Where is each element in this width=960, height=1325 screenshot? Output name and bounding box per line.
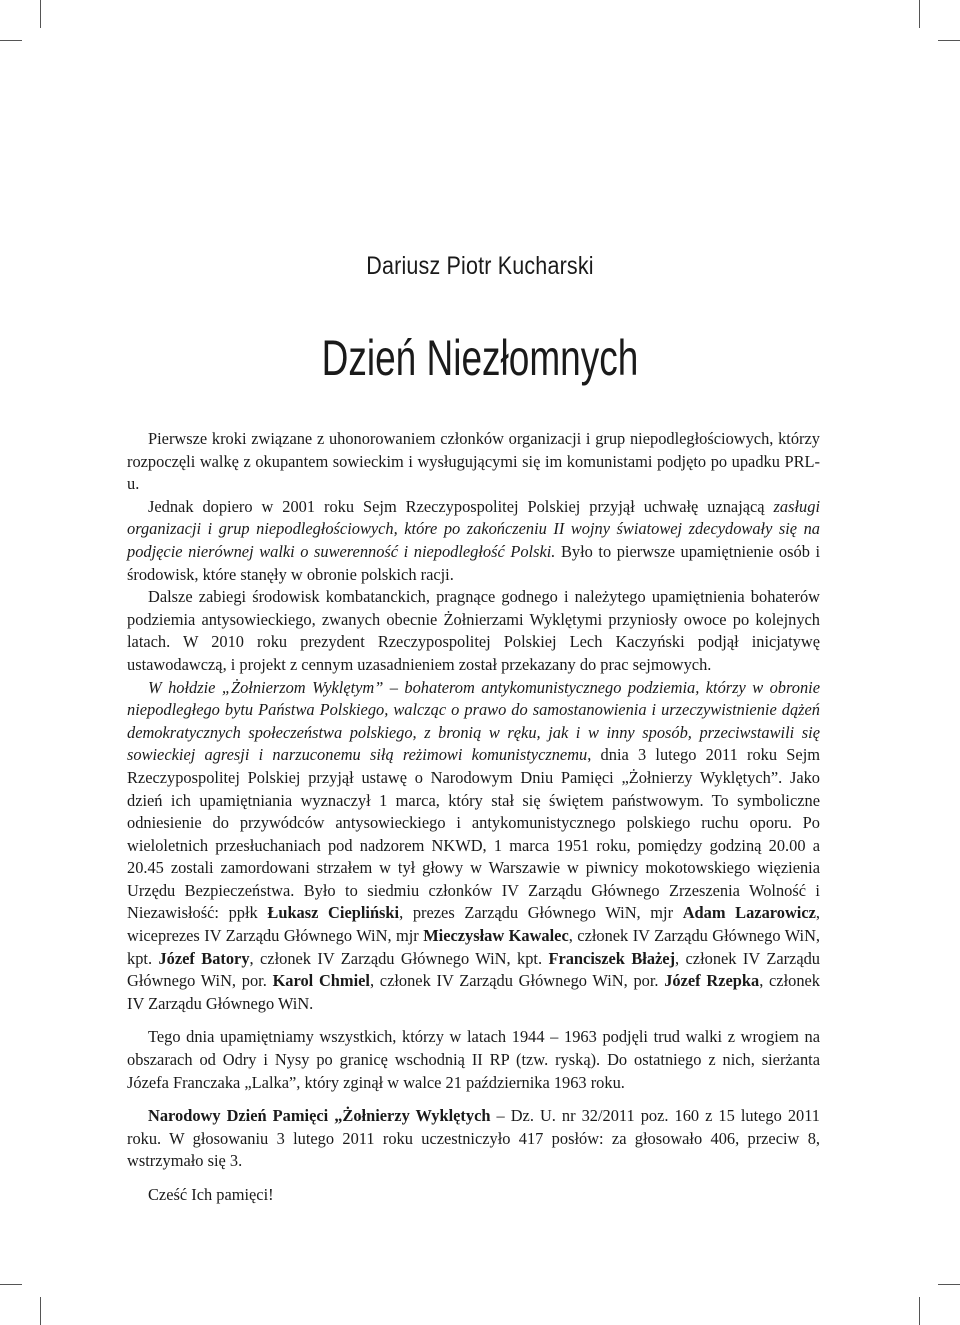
italic-quote: zasługi organizacji i grup niepodległościowych, które po zakończeniu II wojny światowej zdecydowały się na podjęcie nierównej walki o suwerenność i niepodległość Polski. <box>127 496 820 561</box>
crop-mark <box>40 0 41 28</box>
name-bold: Franciszek Błażej <box>548 948 676 968</box>
article-body <box>127 428 820 1207</box>
name-bold: Łukasz Ciepliński <box>267 903 400 923</box>
italic-quote: W hołdzie „Żołnierzom Wyklętym” – bohaterom antykomunistycznego podziemia, którzy w obronie niepodległego bytu Państwa Polskiego, walcząc o prawo do samostanowienia i urzeczywistnienie dążeń demokratycznych społeczeństwa polskiego, z bronią w ręku, jak i w inny sposób, przeciwstawili się sowieckiej agresji i narzuconemu siłą reżimowi komunistycznemu <box>127 677 820 765</box>
name-bold: Adam Lazarowicz <box>682 903 816 923</box>
crop-mark <box>938 1284 960 1285</box>
crop-mark <box>0 40 22 41</box>
crop-mark <box>938 40 960 41</box>
name-bold: Józef Batory <box>158 948 250 968</box>
paragraph-3: Dalsze zabiegi środowisk kombatanckich, pragnące godnego i należytego upamiętnienia bohaterów podziemia antysowieckiego, zwanych obecnie Żołnierzami Wyklętymi przyniosły owoce po kolejnych latach. W 2010 roku prezydent Rzeczypospolitej Polskiej Lech Kaczyński podjął inicjatywę ustawodawczą, i projekt z cennym uzasadnieniem został przekazany do prac sejmowych. <box>127 587 820 674</box>
page-title: Dzień Niezłomnych <box>321 330 639 386</box>
paragraph-1: Pierwsze kroki związane z uhonorowaniem członków organizacji i grup niepodległościowych, którzy rozpoczęli walkę z okupantem sowieckim i wysługującymi się im komunistami podjęto po upadku PRL-u. <box>127 429 820 494</box>
paragraph-4: W hołdzie „Żołnierzom Wyklętym” – bohaterom antykomunistycznego podziemia, którzy w obronie niepodległego bytu Państwa Polskiego, walcząc o prawo do samostanowienia i urzeczywistnienie dążeń demokratycznych społeczeństwa polskiego, z bronią w ręku, jak i w inny sposób, przeciwstawili się sowieckiej agresji i narzuconemu siłą reżimowi komunistycznemu, dnia 3 lutego 2011 roku Sejm Rzeczypospolitej Polskiej przyjął ustawę o Narodowym Dniu Pamięci „Żołnierzy Wyklętych”. Jako dzień ich upamiętniania wyznaczył 1 marca, który stał się świętem państwowym. To symboliczne odniesienie do przywódców antysowieckiego i antykomunistycznego polskiego ruchu oporu. Po wieloletnich przesłuchaniach pod nadzorem NKWD, 1 marca 1951 roku, pomiędzy godziną 20.00 a 20.45 zostali zamordowani strzałem w tył głowy w Warszawie w piwnicy mokotowskiego więzienia Urzędu Bezpieczeństwa. Było to siedmiu członków IV Zarządu Głównego Zrzeszenia Wolność i Niezawisłość: ppłk Łukasz Ciepliński, prezes Zarządu Głównego WiN, mjr Adam Lazarowicz, wiceprezes IV Zarządu Głównego WiN, mjr Mieczysław Kawalec, członek IV Zarządu Głównego WiN, kpt. Józef Batory, członek IV Zarządu Głównego WiN, kpt. Franciszek Błażej, członek IV Zarządu Głównego WiN, por. Karol Chmiel, członek IV Zarządu Głównego WiN, por. Józef Rzepka, członek IV Zarządu Głównego WiN. <box>127 677 821 1013</box>
crop-mark <box>919 1297 920 1325</box>
crop-mark <box>919 0 920 28</box>
crop-mark <box>40 1297 41 1325</box>
law-title-bold: Narodowy Dzień Pamięci „Żołnierzy Wyklętych <box>148 1106 491 1126</box>
name-bold: Karol Chmiel <box>272 971 370 991</box>
name-bold: Józef Rzepka <box>664 971 760 991</box>
paragraph-2: Jednak dopiero w 2001 roku Sejm Rzeczypospolitej Polskiej przyjął uchwałę uznającą zasługi organizacji i grup niepodległościowych, które po zakończeniu II wojny światowej zdecydowały się na podjęcie nierównej walki o suwerenność i niepodległość Polski. Było to pierwsze upamiętnienie osób i środowisk, które stanęły w obronie polskich racji. <box>127 496 821 584</box>
paragraph-6: Narodowy Dzień Pamięci „Żołnierzy Wyklętych – Dz. U. nr 32/2011 poz. 160 z 15 lutego 2011 roku. W głosowaniu 3 lutego 2011 roku uczestniczyło 417 posłów: za głosowało 406, przeciw 8, wstrzymało się 3. <box>127 1106 820 1171</box>
paragraph-7: Cześć Ich pamięci! <box>148 1185 274 1204</box>
name-bold: Mieczysław Kawalec <box>423 926 569 946</box>
author-name: Dariusz Piotr Kucharski <box>366 252 594 280</box>
paragraph-5: Tego dnia upamiętniamy wszystkich, którzy w latach 1944 – 1963 podjęli trud walki z wrogiem na obszarach od Odry i Nysy po granicę wschodnią II RP (tzw. ryską). Do ostatniego z nich, sierżanta Józefa Franczaka „Lalka”, który zginął w walce 21 października 1963 roku. <box>127 1027 820 1092</box>
crop-mark <box>0 1284 22 1285</box>
